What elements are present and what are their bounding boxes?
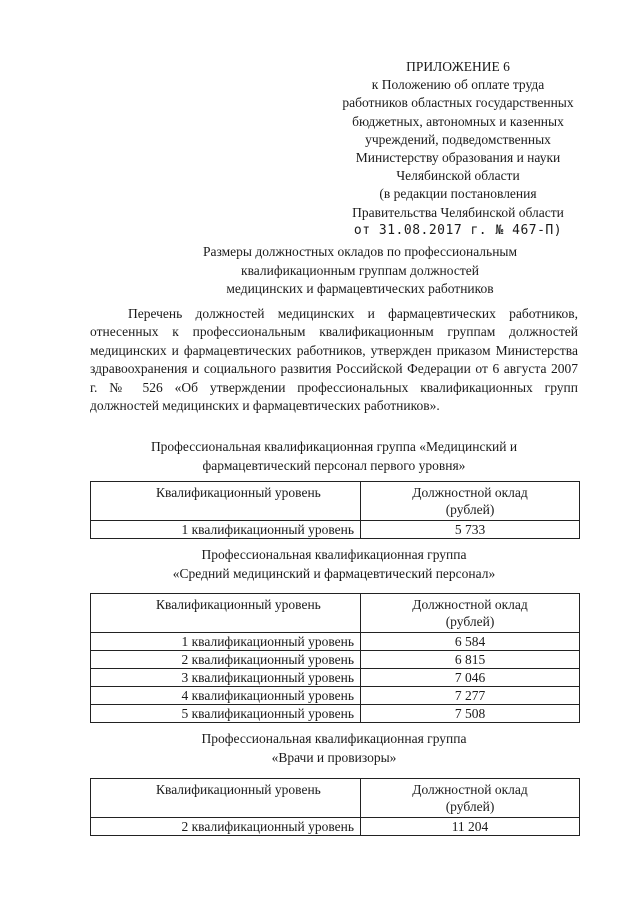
appendix-line: (в редакции постановления — [379, 186, 537, 202]
appendix-line: Челябинской области — [396, 168, 520, 184]
group-title-line: фармацевтический персонал первого уровня» — [202, 457, 466, 473]
group-title-line: Профессиональная квалификационная группа «Медицинский и — [150, 439, 518, 454]
table-row — [91, 651, 580, 669]
salary-cell: 7 508 — [361, 705, 580, 723]
salary-header: Должностной оклад (рублей) — [361, 779, 580, 818]
level-header: Квалификационный уровень — [91, 779, 361, 818]
salary-cell: 5 733 — [361, 521, 580, 539]
group-title-line: «Средний медицинский и фармацевтический персонал» — [172, 565, 496, 581]
level-header: Квалификационный уровень — [91, 594, 361, 633]
salary-cell: 7 046 — [361, 669, 580, 687]
group-2-table — [90, 593, 580, 723]
salary-cell: 11 204 — [361, 818, 580, 836]
salary-cell: 7 277 — [361, 687, 580, 705]
title-line: квалификационным группам должностей — [241, 262, 479, 278]
appendix-header — [318, 58, 598, 240]
table-header-row — [91, 482, 580, 521]
appendix-line: работников областных государственных — [342, 95, 574, 111]
appendix-line: учреждений, подведомственных — [365, 131, 551, 147]
group-3-title — [90, 730, 578, 767]
appendix-line: к Положению об оплате труда — [371, 77, 545, 93]
group-2-title — [90, 546, 578, 583]
intro-paragraph: Перечень должностей медицинских и фармацевтических работников, отнесенных к профессиональным квалификационным группам должностей медицинских и фармацевтических работников, утвержден приказом Министерства здравоохранения и социального развития Российской Федерации от 6 августа 2007 г. № 526 «Об утверждении профессиональных квалификационных групп должностей медицинских и фармацевтических работников». — [90, 306, 578, 414]
level-cell: 1 квалификационный уровень — [91, 521, 361, 539]
group-title-line: Профессиональная квалификационная группа — [201, 731, 467, 746]
appendix-line: Министерству образования и науки — [355, 150, 561, 166]
salary-cell: 6 815 — [361, 651, 580, 669]
title-line: Размеры должностных окладов по профессиональным — [202, 244, 518, 259]
table-row — [91, 669, 580, 687]
table-header-row — [91, 594, 580, 633]
title-line: медицинских и фармацевтических работников — [226, 281, 494, 296]
group-title-line: «Врачи и провизоры» — [271, 749, 397, 765]
table-row — [91, 521, 580, 539]
table-row — [91, 687, 580, 705]
table-row — [91, 705, 580, 723]
level-cell: 5 квалификационный уровень — [91, 705, 361, 723]
appendix-line: бюджетных, автономных и казенных — [352, 113, 564, 129]
salary-header: Должностной оклад (рублей) — [361, 594, 580, 633]
level-cell: 1 квалификационный уровень — [91, 633, 361, 651]
level-cell: 2 квалификационный уровень — [91, 651, 361, 669]
level-cell: 2 квалификационный уровень — [91, 818, 361, 836]
group-3-table — [90, 778, 580, 836]
appendix-line: Правительства Челябинской области — [352, 204, 564, 220]
level-header: Квалификационный уровень — [91, 482, 361, 521]
appendix-heading: ПРИЛОЖЕНИЕ 6 — [406, 59, 510, 74]
table-row — [91, 818, 580, 836]
group-1-table — [90, 481, 580, 539]
group-title-line: Профессиональная квалификационная группа — [201, 547, 467, 562]
level-cell: 4 квалификационный уровень — [91, 687, 361, 705]
table-row — [91, 633, 580, 651]
document-title — [150, 243, 570, 299]
salary-cell: 6 584 — [361, 633, 580, 651]
decree-date-line: от 31.08.2017 г. № 467-П) — [353, 222, 563, 238]
level-cell: 3 квалификационный уровень — [91, 669, 361, 687]
table-header-row — [91, 779, 580, 818]
group-1-title — [90, 438, 578, 475]
salary-header: Должностной оклад (рублей) — [361, 482, 580, 521]
